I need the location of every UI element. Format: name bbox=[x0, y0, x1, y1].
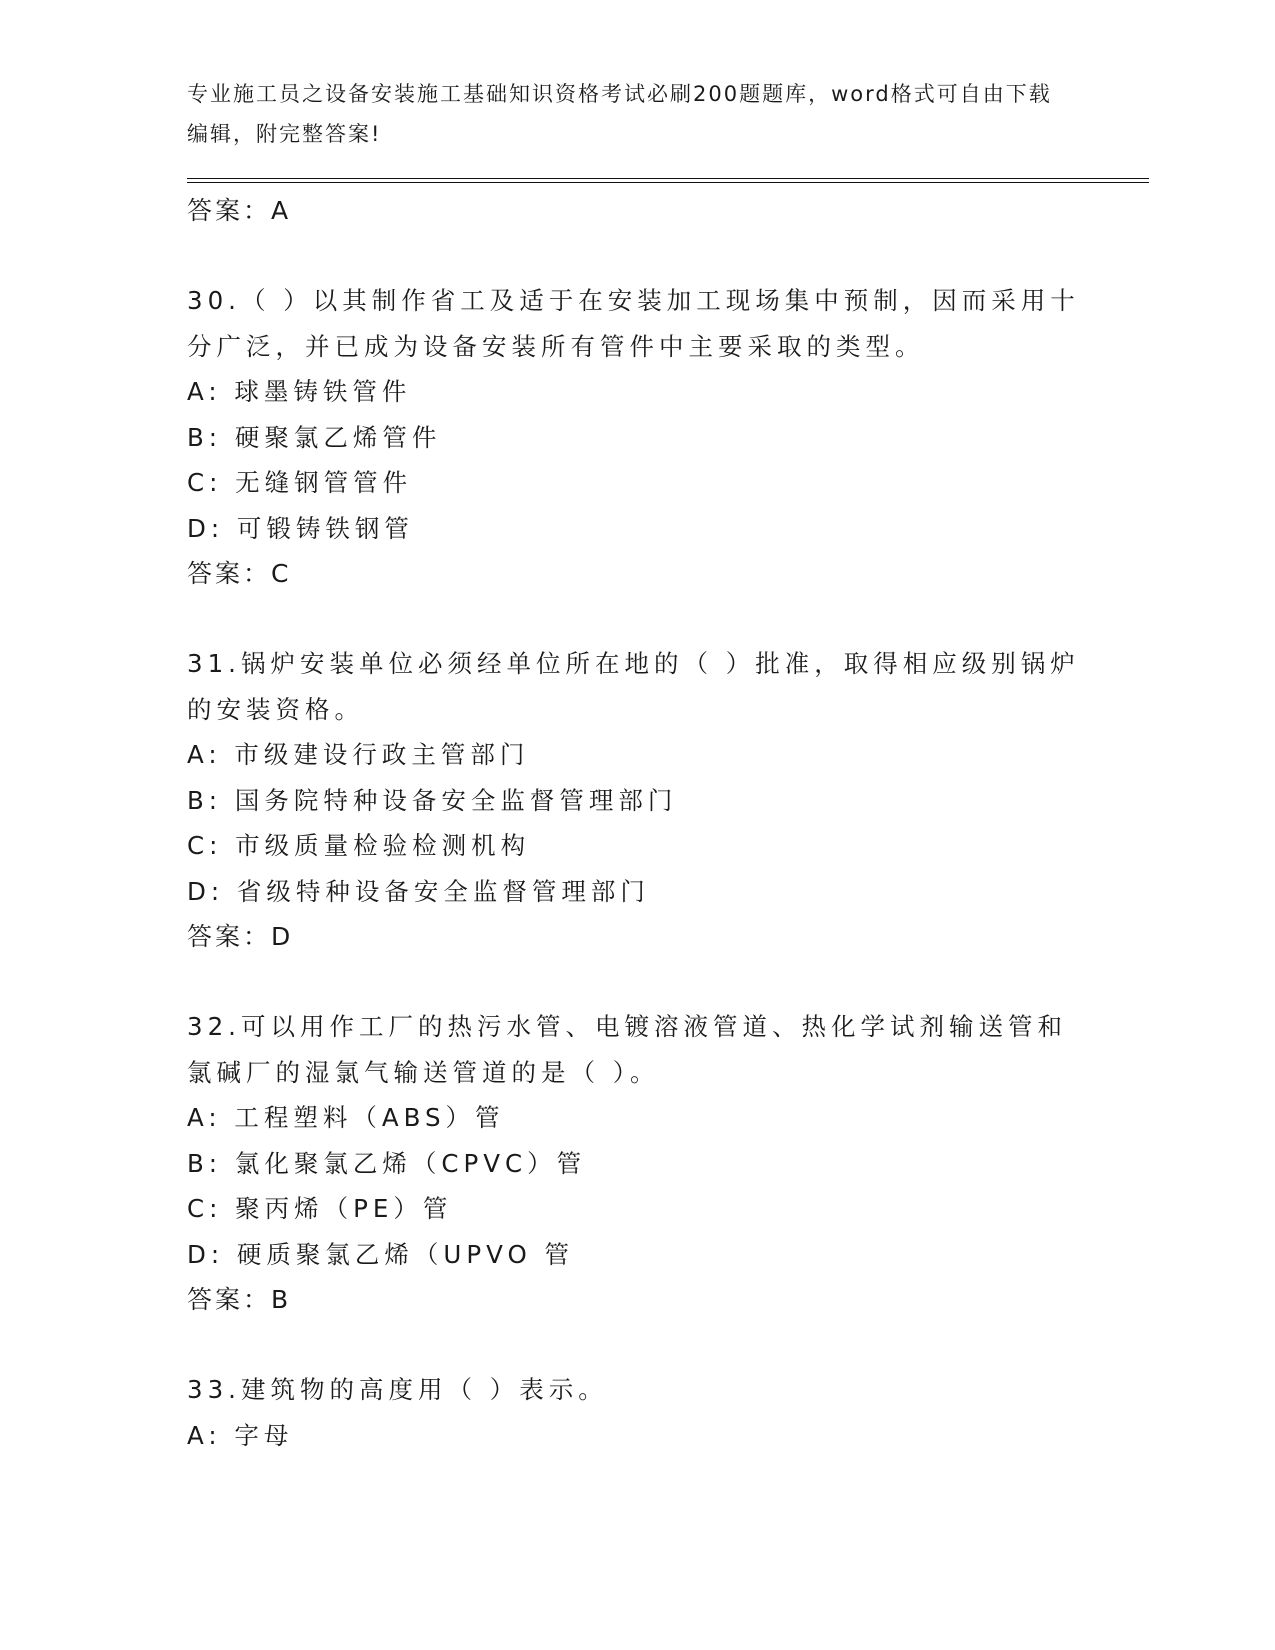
option-d: D: 可锻铸铁钢管 bbox=[187, 513, 414, 543]
question-31 bbox=[187, 641, 1087, 959]
answer-line: 答案：B bbox=[187, 1285, 292, 1314]
option-b: B: 氯化聚氯乙烯（CPVC）管 bbox=[187, 1148, 587, 1178]
question-33 bbox=[187, 1367, 1087, 1458]
question-stem: 30.（ ）以其制作省工及适于在安装加工现场集中预制，因而采用十分广泛，并已成为设备安装所有管件中主要采取的类型。 bbox=[187, 286, 1080, 361]
option-b: B: 硬聚氯乙烯管件 bbox=[187, 422, 442, 452]
option-a: A: 市级建设行政主管部门 bbox=[187, 740, 530, 769]
document-header: 专业施工员之设备安装施工基础知识资格考试必刷200题题库，word格式可自由下载编辑，附完整答案! bbox=[187, 82, 1052, 146]
question-stem: 33.建筑物的高度用（ ）表示。 bbox=[187, 1375, 608, 1404]
option-a: A: 工程塑料（ABS）管 bbox=[187, 1103, 505, 1132]
option-a: A: 字母 bbox=[187, 1420, 294, 1450]
answer-line: 答案：C bbox=[187, 559, 292, 588]
document-body bbox=[187, 188, 1087, 1458]
option-c: C: 聚丙烯（PE）管 bbox=[187, 1194, 453, 1223]
answer-line: 答案：A bbox=[187, 196, 292, 225]
question-stem: 32.可以用作工厂的热污水管、电镀溶液管道、热化学试剂输送管和氯碱厂的湿氯气输送管道的是（ ）。 bbox=[187, 1012, 1067, 1087]
header-rule bbox=[187, 182, 1149, 183]
option-c: C: 无缝钢管管件 bbox=[187, 468, 413, 497]
option-c: C: 市级质量检验检测机构 bbox=[187, 831, 531, 860]
option-a: A: 球墨铸铁管件 bbox=[187, 377, 412, 406]
question-30 bbox=[187, 278, 1087, 596]
option-d: D: 硬质聚氯乙烯（UPVO 管 bbox=[187, 1239, 575, 1269]
question-32 bbox=[187, 1004, 1087, 1322]
header-rule bbox=[187, 178, 1149, 179]
answer-line: 答案：D bbox=[187, 922, 294, 951]
question-stem: 31.锅炉安装单位必须经单位所在地的（ ）批准，取得相应级别锅炉的安装资格。 bbox=[187, 649, 1080, 724]
option-d: D: 省级特种设备安全监督管理部门 bbox=[187, 876, 650, 906]
option-b: B: 国务院特种设备安全监督管理部门 bbox=[187, 785, 678, 815]
